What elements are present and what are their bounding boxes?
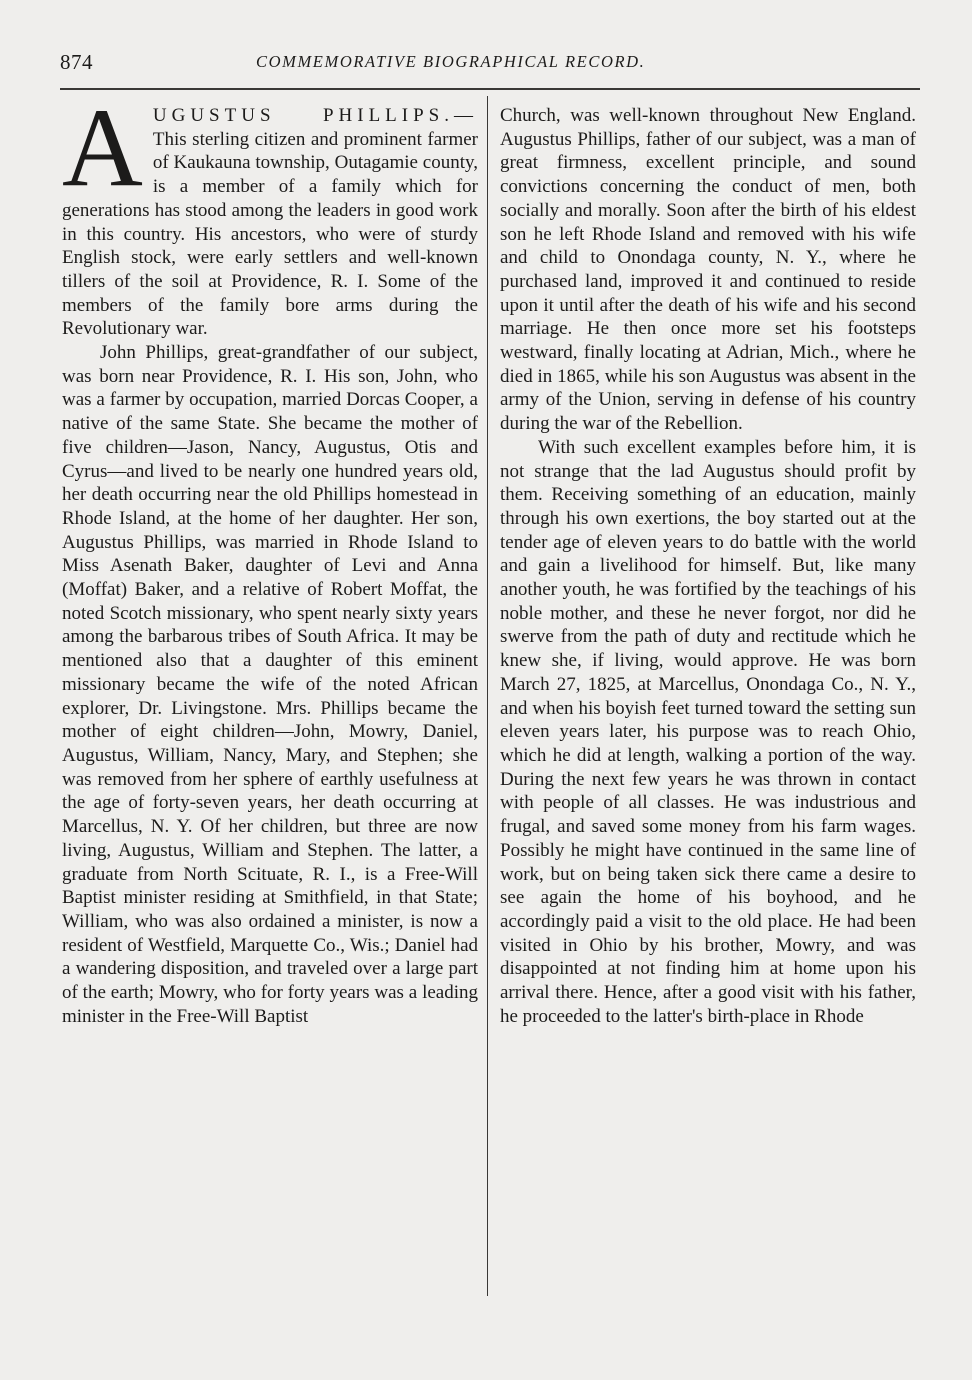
opening-paragraph-text: This sterling citizen and prominent farmer of Kaukauna township, Outagamie county, is a member of a family which for generations has stood among the leaders in good work in this country. His ancestors, who were of sturdy English stock, were early settlers and well-known tillers of the soil at Providence, R. I. Some of the members of the family bore arms during the Revolutionary war.	[62, 128, 478, 340]
family-history-paragraph: John Phillips, great-grandfather of our subject, was born near Providence, R. I. His son, John, who was a farmer by occupation, married Dorcas Cooper, a native of the same State. She became the mother of five children—Jason, Nancy, Augustus, Otis and Cyrus—and lived to be nearly one hundred years old, her death occurring near the old Phillips homestead in Rhode Island, at the home of her daughter. Her son, Augustus Phillips, was married in Rhode Island to Miss Asenath Baker, daughter of Levi and Anna (Moffat) Baker, and a relative of Robert Moffat, the noted Scotch missionary, who spent nearly sixty years among the barbarous tribes of South Africa. It may be mentioned also that a daughter of this eminent missionary became the wife of the noted African explorer, Dr. Livingstone. Mrs. Phillips became the mother of eight children—John, Mowry, Daniel, Augustus, William, Nancy, Mary, and Stephen; she was removed from her sphere of earthly usefulness at the age of forty-seven years, her death occurring at Marcellus, N. Y. Of her children, but three are now living, Augustus, William and Stephen. The latter, a graduate from North Scituate, R. I., is a Free-Will Baptist minister residing at Smithfield, in that State; William, who was also ordained a minister, is now a resident of Westfield, Marquette Co., Wis.; Daniel had a wandering disposition, and traveled over a large part of the earth; Mowry, who for forty years was a leading minister in the Free-Will Baptist	[62, 342, 478, 1027]
right-column	[500, 104, 916, 1028]
opening-paragraph	[62, 86, 478, 341]
page-header	[60, 50, 920, 80]
subject-name-heading: UGUSTUS PHILLIPS.—	[152, 105, 478, 126]
column-divider	[487, 96, 488, 1296]
header-rule	[60, 88, 920, 90]
page-number: 874	[60, 50, 93, 74]
early-life-paragraph: With such excellent examples before him, it is not strange that the lad Augustus should profit by them. Receiving something of an education, mainly through his own exertions, the boy started out at the tender age of eleven years to do battle with the world and gain a livelihood for himself. But, like many another youth, he was fortified by the teachings of his noble mother, and these he never forgot, nor did he swerve from the path of duty and rectitude which he knew she, if living, would approve. He was born March 27, 1825, at Marcellus, Onondaga Co., N. Y., and when his boyish feet turned toward the setting sun eleven years later, his purpose was to reach Ohio, which he did at length, walking a portion of the way. During the next few years he was thrown in contact with people of all classes. He was industrious and frugal, and saved some money from his farm wages. Possibly he might have continued in the same line of work, but on being taken sick there came a desire to see again the home of his boyhood, and he accordingly paid a visit to the old place. He had been visited in Ohio by his brother, Mowry, and was disappointed at not finding him at home upon his arrival there. Hence, after a good visit with his father, he proceeded to the latter's birth-place in Rhode	[500, 436, 916, 1027]
drop-cap: A	[62, 86, 143, 210]
left-column	[62, 86, 478, 1028]
father-paragraph-continued: Church, was well-known throughout New England. Augustus Phillips, father of our subject, was a man of great firmness, excellent principle, and sound convictions concerning the conduct of men, both socially and morally. Soon after the birth of his eldest son he left Rhode Island and removed with his wife and child to Onondaga county, N. Y., where he purchased land, improved it and continued to reside upon it until after the death of his wife and his second marriage. He then once more set his footsteps westward, finally locating at Adrian, Mich., where he died in 1865, while his son Augustus was absent in the army of the Union, serving in defense of his country during the war of the Rebellion.	[500, 105, 916, 435]
running-title: COMMEMORATIVE BIOGRAPHICAL RECORD.	[256, 52, 646, 71]
